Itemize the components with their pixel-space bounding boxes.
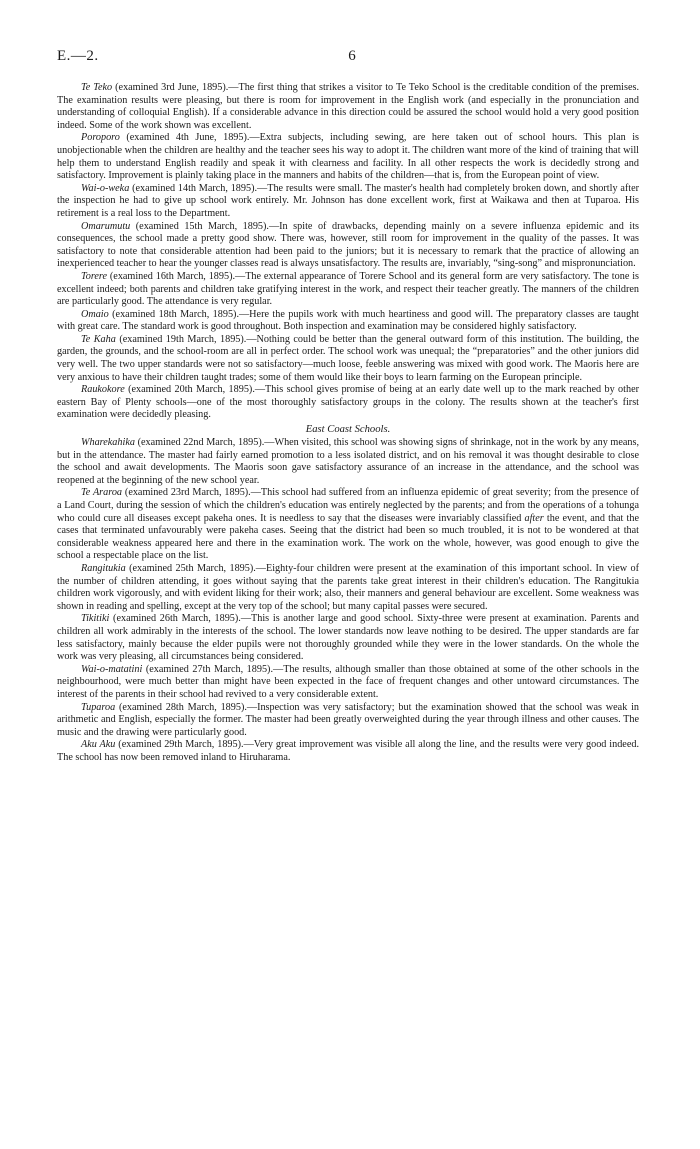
report-paragraph [57,664,639,702]
school-name: Wai-o-weka [81,182,130,194]
report-paragraph [57,384,639,422]
paragraph-te-araroa [57,487,639,563]
report-paragraph [57,309,639,334]
page-reference: E.—2. [57,48,99,64]
report-paragraph [57,739,639,764]
report-paragraph [57,563,639,613]
school-name: Te Teko [81,82,113,93]
report-paragraph [57,271,639,309]
paragraph-text: (examined 23rd March, 1895).—This school had suffered from an influenza epidemic of great severity; from the presence of a Land Court, during the session of which the children's education was entirely neglected by the parents; and from the operations of a tohunga who could cure all diseases except pakeha ones. It is needless to say that the diseases were invariably classified [57,487,640,524]
paragraph-text: (examined 29th March, 1895).—Very great improvement was visible all along the line, and the results were very good indeed. The school has now been removed inland to Hiruharama. [57,739,639,763]
east-coast-paragraphs [57,437,639,487]
paragraph-text: (examined 3rd June, 1895).—The first thing that strikes a visitor to Te Teko School is the creditable condition of the premises. The examination results were pleasing, but there is room for improvement in the English work (and especially in the pronunciation and understanding of colloquial English). If a considerable advance in this direction could be assured the school would hold a very good position indeed. Some of the work shown was excellent. [57,82,639,131]
paragraph-text: (examined 27th March, 1895).—The results, although smaller than those obtained at some of the other schools in the neighbourhood, were much better than might have been expected in the face of frequent changes and other untoward circumstances. The interest of the parents in their school had revived to a very considerable extent. [57,663,639,700]
school-name: Omaio [81,308,109,320]
report-paragraph [57,334,639,384]
school-name: Te Kaha [81,333,116,345]
paragraph-text: (examined 22nd March, 1895).—When visited, this school was showing signs of shrinkage, not in the work by any means, but in the attendance. The master had fairly earned promotion to a less isolated district, and on his removal it was thought desirable to close the school and await developments. The Maoris soon gave satisfactory assurance of an increase in the attendance, and the school was reopened at the beginning of the new school year. [57,437,639,486]
paragraph-text: the event, and that the cases that terminated unfavourably were pakeha cases. Seeing that the district had been so much troubled, it is not to be wondered at that considerable weakness appeared here and there in the examination work. The work on the whole, however, was good enough to give the school a respectable place on the list. [57,512,639,562]
school-name: Tikitiki [81,613,110,625]
school-name: Te Araroa [81,487,123,499]
east-coast-paragraphs-continued [57,563,639,765]
report-body [57,82,639,764]
report-paragraph [57,613,639,663]
page-number: 6 [348,48,356,64]
school-name: Raukokore [81,384,125,396]
paragraph-text: (examined 18th March, 1895).—Here the pupils work with much heartiness and good will. The preparatory classes are taught with great care. The standard work is good throughout. Both inspection and examination may be considered highly satisfactory. [57,308,639,333]
school-name: Poroporo [81,132,120,144]
school-name: Aku Aku [81,739,116,751]
paragraph-text: (examined 4th June, 1895).—Extra subjects, including sewing, are here taken out of school hours. This plan is unobjectionable when the children are healthy and the teacher sees his way to adopt it. The children want more of the kind of training that will help them to understand English readily and speak it with clearness and facility. In all other respects the work is decidedly strong and satisfactory. Improvement is plainly taking place in the manners and habits of the children—that is, from the European point of view. [57,132,639,182]
paragraph-text: (examined 25th March, 1895).—Eighty-four children were present at the examination of this important school. In view of the number of children attending, it goes without saying that the parents take great interest in their children's education. The Rangitukia children work vigorously, and with evident liking for their work; also, their manners and general behaviour are excellent. Some weakness was shown in reading and spelling, except at the very top of the school; but many capital passes were secured. [57,562,639,612]
school-name: Omarumutu [81,220,131,232]
report-paragraph [57,82,639,132]
running-head [57,48,647,68]
school-name: Wharekahika [81,437,135,449]
school-name: Rangitukia [81,562,126,574]
school-name: Torere [81,270,108,282]
report-paragraph [57,702,639,740]
school-name: Tuparoa [81,701,116,713]
paragraph-text: (examined 26th March, 1895).—This is another large and good school. Sixty-three were present at examination. Parents and children all work admirably in the interests of the school. The lower standards now leave nothing to be desired. The upper standards are far less satisfactory, mainly because the elder pupils were not thoroughly grounded while they were in the lower standards. On the whole the work was very pleasing, all circumstances being considered. [57,613,639,663]
paragraph-text: (examined 19th March, 1895).—Nothing could be better than the general outward form of this institution. The building, the garden, the grounds, and the school-room are all in perfect order. The school work was unequal; the “preparatories” and the other juniors did very well. The two upper standards were not so satisfactory—much loose, feeble answering was mixed with good work. The Maoris here are very anxious to have their children taught trades; some of them would like their boys to learn farming on the European principle. [57,333,640,383]
emphasis-word: after [524,512,544,524]
paragraph-text: (examined 20th March, 1895).—This school gives promise of being at an early date well up to the mark reached by other eastern Bay of Plenty schools—one of the most thoroughly satisfactory groups in the colony. The results shown at the teacher's first examination were decidedly pleasing. [57,384,639,421]
bay-of-plenty-paragraphs [57,82,639,422]
section-heading: East Coast Schools. [305,424,391,436]
report-paragraph [57,221,639,271]
report-paragraph [57,132,639,182]
report-paragraph [57,183,639,221]
school-name: Wai-o-matatini [81,663,143,675]
paragraph-text: (examined 15th March, 1895).—In spite of drawbacks, depending mainly on a severe influenza epidemic and its consequences, the school made a pretty good show. There was, however, still room for improvement in the quality of the passes. It was satisfactory to note that considerable attention had been paid to the juniors; but it is necessary to remark that the practice of allowing an inexperienced teacher to hear the younger classes read is always unsatisfactory. The results are, invariably, “sing-song” and mispronunciation. [57,220,639,270]
paragraph-text: (examined 28th March, 1895).—Inspection was very satisfactory; but the examination showed that the school was weak in arithmetic and English, especially the former. The master had been greatly overweighted during the year through illness and other causes. The music and the drawing were particularly good. [57,701,639,738]
paragraph-text: (examined 16th March, 1895).—The external appearance of Torere School and its general form are very satisfactory. The tone is excellent indeed; both parents and children take gratifying interest in the work, and respect their teacher greatly. The manners of the children are particularly good. The attendance is very regular. [57,270,639,308]
paragraph-text: (examined 14th March, 1895).—The results were small. The master's health had completely broken down, and shortly after the inspection he had to give up school work entirely. Mr. Johnson has done excellent work, first at Waikawa and then at Tuparoa. His retirement is a real loss to the Department. [57,182,639,219]
report-paragraph [57,437,639,487]
